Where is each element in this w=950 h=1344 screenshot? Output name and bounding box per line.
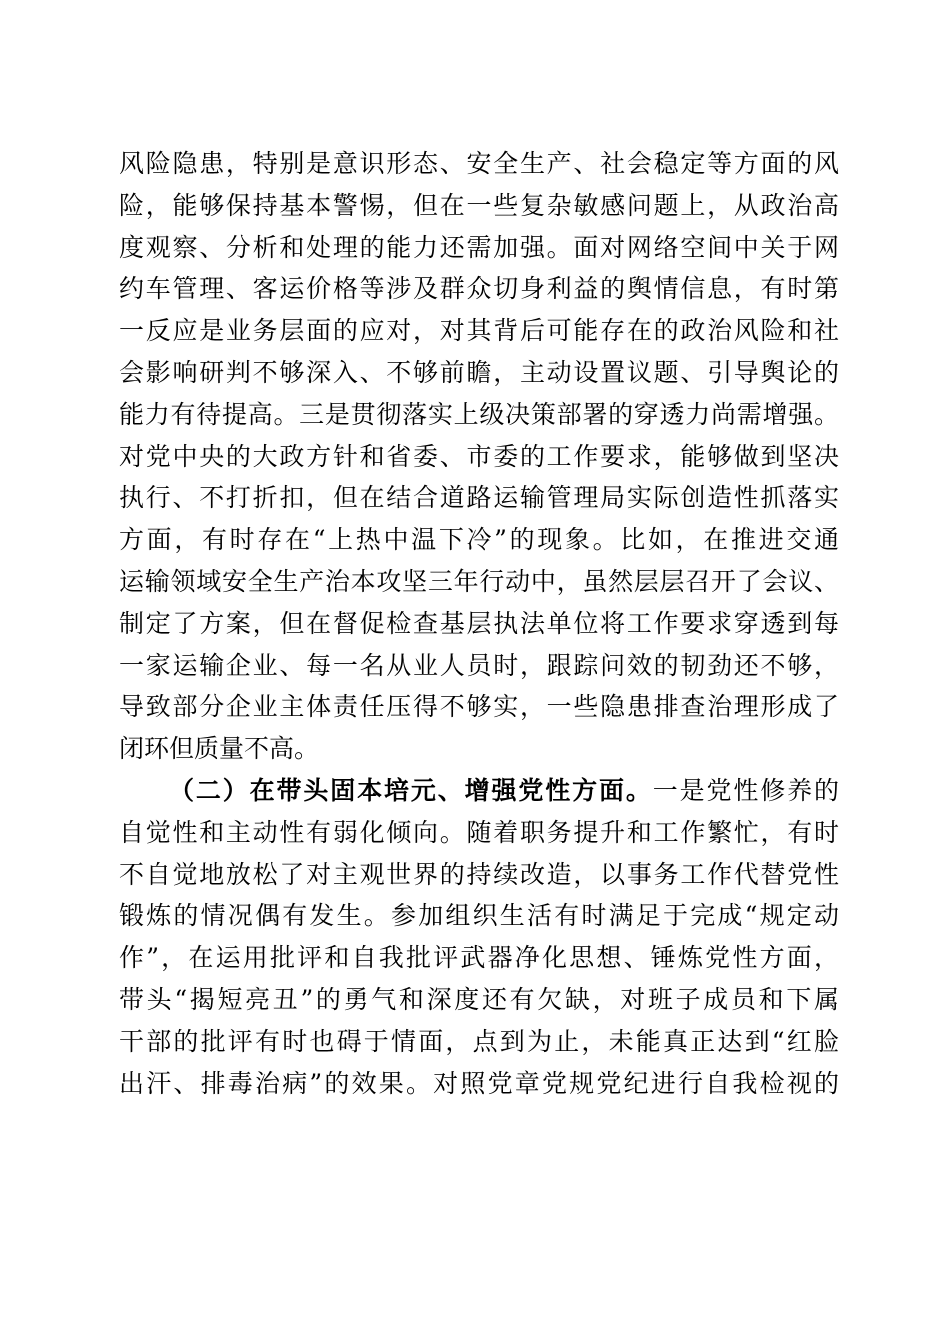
body-text bbox=[119, 143, 839, 1104]
text-line: 险，能够保持基本警惕，但在一些复杂敏感问题上，从政治高 bbox=[119, 190, 839, 220]
text-line: 度观察、分析和处理的能力还需加强。面对网络空间中关于网 bbox=[119, 232, 839, 262]
text-line: 一反应是业务层面的应对，对其背后可能存在的政治风险和社 bbox=[119, 316, 839, 346]
text-line: 作”，在运用批评和自我批评武器净化思想、锤炼党性方面， bbox=[119, 943, 839, 973]
text-line: 制定了方案，但在督促检查基层执法单位将工作要求穿透到每 bbox=[119, 608, 839, 638]
text-line: 一家运输企业、每一名从业人员时，跟踪问效的韧劲还不够， bbox=[119, 650, 839, 680]
text-fragment: 一是党性修养的 bbox=[652, 775, 839, 805]
text-line: 会影响研判不够深入、不够前瞻，主动设置议题、引导舆论的 bbox=[119, 357, 839, 387]
text-line: 带头“揭短亮丑”的勇气和深度还有欠缺，对班子成员和下属 bbox=[119, 984, 839, 1014]
text-line: 约车管理、客运价格等涉及群众切身利益的舆情信息，有时第 bbox=[119, 274, 839, 304]
text-line: 执行、不打折扣，但在结合道路运输管理局实际创造性抓落实 bbox=[119, 483, 839, 513]
text-line: 闭环但质量不高。 bbox=[119, 734, 320, 764]
text-line: 方面，有时存在“上热中温下冷”的现象。比如，在推进交通 bbox=[119, 525, 839, 555]
paragraph-first-line bbox=[119, 770, 839, 812]
text-line: 风险隐患，特别是意识形态、安全生产、社会稳定等方面的风 bbox=[119, 149, 839, 178]
text-line: 出汗、排毒治病”的效果。对照党章党规党纪进行自我检视的 bbox=[119, 1068, 839, 1098]
text-line: 干部的批评有时也碍于情面，点到为止，未能真正达到“红脸 bbox=[119, 1026, 839, 1056]
text-line: 锻炼的情况偶有发生。参加组织生活有时满足于完成“规定动 bbox=[119, 901, 839, 931]
text-line: 导致部分企业主体责任压得不够实，一些隐患排查治理形成了 bbox=[119, 692, 839, 722]
text-line: 运输领域安全生产治本攻坚三年行动中，虽然层层召开了会议、 bbox=[119, 566, 839, 596]
section-heading: （二）在带头固本培元、增强党性方面。 bbox=[169, 775, 653, 805]
text-line: 自觉性和主动性有弱化倾向。随着职务提升和工作繁忙，有时 bbox=[119, 817, 839, 847]
text-line: 能力有待提高。三是贯彻落实上级决策部署的穿透力尚需增强。 bbox=[119, 399, 839, 429]
text-line: 对党中央的大政方针和省委、市委的工作要求，能够做到坚决 bbox=[119, 441, 839, 471]
text-line: 不自觉地放松了对主观世界的持续改造，以事务工作代替党性 bbox=[119, 859, 839, 889]
